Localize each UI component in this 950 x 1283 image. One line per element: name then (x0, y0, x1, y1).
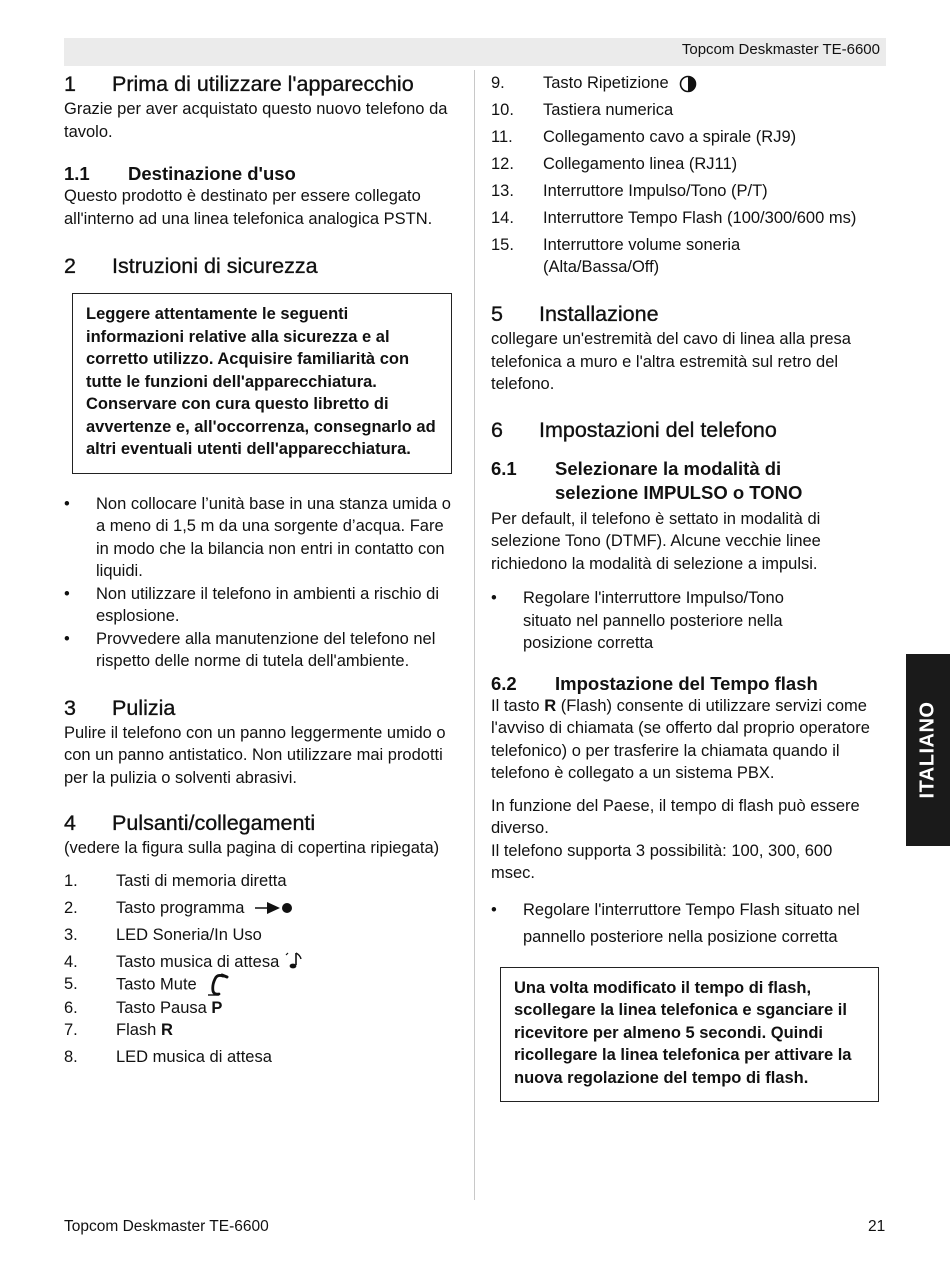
program-arrow-icon (253, 901, 293, 915)
bullet-item: • Regolare l'interruttore Impulso/Tono situato nel pannello posteriore nella posizione corretta (491, 587, 891, 655)
bullet-item: • Non collocare l’unità base in una stanza umida o a meno di 1,5 m da una sorgente d’acqua. Fare in modo che la bilancia non entri in contatto con liquidi. (64, 493, 460, 583)
list-item: 5. Tasto Mute (64, 973, 460, 997)
section-6-heading: 6 Impostazioni del telefono (491, 417, 777, 442)
section-4-heading: 4 Pulsanti/collegamenti (64, 811, 316, 835)
section-6-2-heading: 6.2 Impostazione del Tempo flash (491, 672, 818, 694)
left-column (64, 70, 460, 1068)
mute-handset-icon (205, 973, 231, 997)
section-1-heading: 1 Prima di utilizzare l'apparecchio (64, 72, 414, 96)
list-item: 4. Tasto musica di attesa (64, 951, 460, 973)
list-item: 8. LED musica di attesa (64, 1047, 272, 1066)
bullet-item: • Regolare l'interruttore Tempo Flash situato nel pannello posteriore nella posizione corretta (491, 897, 891, 952)
section-6-2-text-2: In funzione del Paese, il tempo di flash può essere diverso. (491, 796, 860, 837)
language-tab (906, 654, 950, 846)
language-tab-label: ITALIANO (916, 701, 939, 799)
list-item: 1. Tasti di memoria diretta (64, 871, 287, 890)
section-6-1-heading: 6.1 Selezionare la modalità di selezione IMPULSO o TONO (491, 457, 803, 503)
list-item: 14. Interruttore Tempo Flash (100/300/600 ms) (491, 209, 857, 227)
list-item: 9. Tasto Ripetizione (491, 72, 891, 94)
section-2-heading: 2 Istruzioni di sicurezza (64, 254, 318, 278)
buttons-list-continued (491, 72, 891, 278)
section-6-2-text-3: Il telefono supporta 3 possibilità: 100, 300, 600 msec. (491, 841, 833, 882)
flash-warning-box: Una volta modificato il tempo di flash, scollegare la linea telefonica e sganciare il ricevitore per almeno 5 secondi. Quindi ricollegare la linea telefonica per attivare la nuova regolazione del tempo di flash. (500, 967, 879, 1103)
section-3-heading: 3 Pulizia (64, 695, 176, 720)
list-item: 6. Tasto Pausa P (64, 998, 223, 1017)
list-item: 11. Collegamento cavo a spirale (RJ9) (491, 128, 797, 146)
bullet-item: • Non utilizzare il telefono in ambienti a rischio di esplosione. (64, 583, 460, 628)
section-5-text: collegare un'estremità del cavo di linea alla presa telefonica a muro e l'altra estremità sul retro del telefono. (491, 330, 851, 393)
section-1-1-heading: 1.1 Destinazione d'uso (64, 163, 296, 184)
list-item: 15. Interruttore volume soneria (Alta/Bassa/Off) (491, 236, 741, 276)
list-item: 7. Flash R (64, 1020, 173, 1039)
section-6-1-text: Per default, il telefono è settato in modalità di selezione Tono (DTMF). Alcune vecchie linee richiedono la modalità di selezione a impulsi. (491, 509, 821, 573)
section-5-heading: 5 Installazione (491, 302, 659, 326)
music-note-icon (284, 951, 304, 971)
section-6-1-bullets (491, 587, 891, 655)
page-header (64, 38, 886, 66)
section-4-text: (vedere la figura sulla pagina di copertina ripiegata) (64, 839, 440, 857)
column-divider (474, 70, 475, 1200)
list-item: 12. Collegamento linea (RJ11) (491, 155, 738, 173)
buttons-list (64, 870, 460, 1068)
section-1-text: Grazie per aver acquistato questo nuovo telefono da tavolo. (64, 100, 448, 141)
list-item: 3. LED Soneria/In Uso (64, 925, 262, 944)
redial-icon (677, 75, 699, 93)
list-item: 13. Interruttore Impulso/Tono (P/T) (491, 182, 768, 200)
footer-title: Topcom Deskmaster TE-6600 (64, 1218, 269, 1235)
list-item: 10. Tastiera numerica (491, 101, 674, 119)
header-title: Topcom Deskmaster TE-6600 (681, 41, 880, 58)
safety-warning-box: Leggere attentamente le seguenti informazioni relative alla sicurezza e al corretto utilizzo. Acquisire familiarità con tutte le funzioni dell'apparecchiatura. Conservare con cura questo libretto di avvertenze e, all'occorrenza, consegnarlo ad altri eventuali utenti dell'apparecchiatura. (72, 293, 452, 474)
bullet-item: • Provvedere alla manutenzione del telefono nel rispetto delle norme di tutela dell'ambiente. (64, 628, 460, 673)
safety-bullets (64, 493, 460, 673)
list-item: 2. Tasto programma (64, 897, 460, 919)
section-6-2-bullets (491, 897, 891, 952)
section-1-1-text: Questo prodotto è destinato per essere collegato all'interno ad una linea telefonica analogica PSTN. (64, 187, 433, 228)
section-3-text: Pulire il telefono con un panno leggermente umido o con un panno antistatico. Non utilizzare mai prodotti per la pulizia o solventi abrasivi. (64, 723, 446, 787)
section-6-2-text: Il tasto R (Flash) consente di utilizzare servizi come l'avviso di chiamata (se offerto dal proprio operatore telefonico) o per trasferire la chiamata quando il telefono è collegato a un sistema PBX. (491, 696, 870, 782)
right-column (491, 70, 891, 1102)
page-number: 21 (868, 1218, 886, 1235)
